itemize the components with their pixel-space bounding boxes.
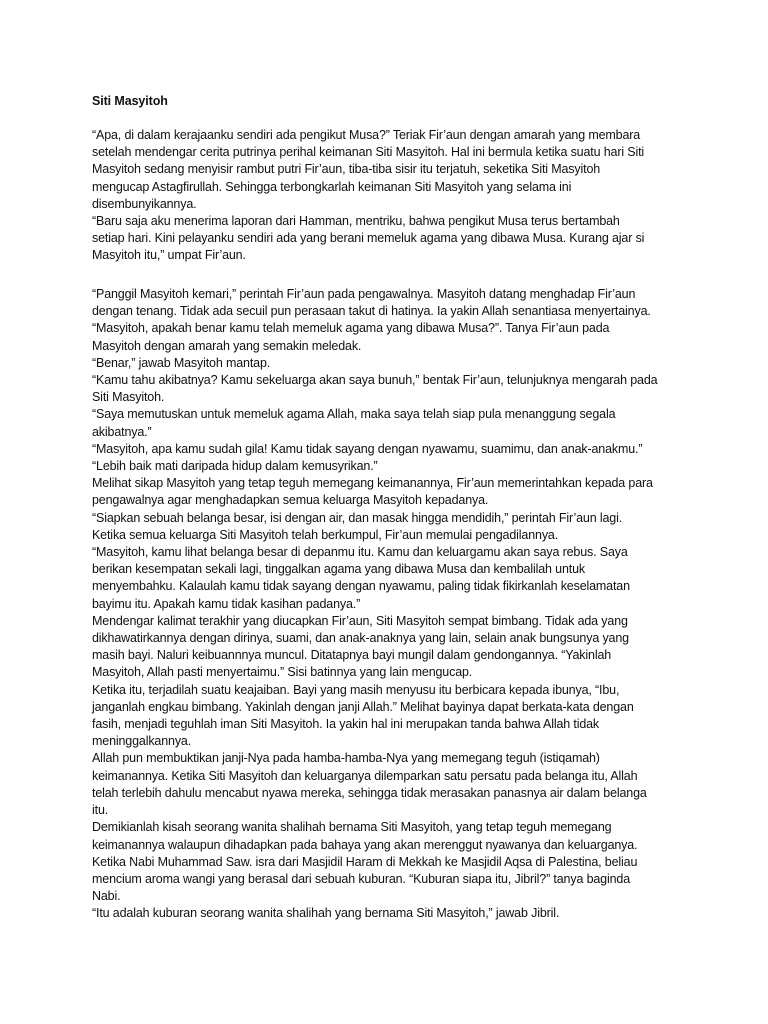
text-line: masih bayi. Naluri keibuannnya muncul. Ditatapnya bayi mungil dalam gendongannya. “Yakinlah [92, 648, 612, 663]
text-line: “Masyitoh, apakah benar kamu telah memeluk agama yang dibawa Musa?”. Tanya Fir’aun pada [92, 321, 610, 336]
text-line: Demikianlah kisah seorang wanita shalihah bernama Siti Masyitoh, yang tetap teguh memegang [92, 820, 612, 835]
text-line: “Apa, di dalam kerajaanku sendiri ada pengikut Musa?” Teriak Fir’aun dengan amarah yang membara [92, 128, 641, 142]
text-line: janganlah engkau bimbang. Yakinlah dengan janji Allah.” Melihat bayinya dapat berkata-kata dengan [92, 699, 634, 714]
text-line: “Panggil Masyitoh kemari,” perintah Fir’aun pada pengawalnya. Masyitoh datang menghadap Fir’aun [92, 287, 636, 301]
text-line: Nabi. [92, 889, 121, 904]
text-line: keimanannya. Ketika Siti Masyitoh dan keluarganya dilemparkan satu persatu pada belanga itu, Allah [92, 768, 638, 783]
paragraph-block-2 [92, 286, 692, 923]
text-line: berikan kesempatan sekali lagi, tinggalkan agama yang dibawa Musa dan kembalilah untuk [92, 562, 585, 577]
text-line: disembunyikannya. [92, 196, 197, 211]
text-line: Masyitoh dengan amarah yang semakin meledak. [92, 338, 362, 353]
text-line: “Itu adalah kuburan seorang wanita shalihah yang bernama Siti Masyitoh,” jawab Jibril. [92, 906, 560, 921]
paragraph-block-1 [92, 127, 692, 265]
text-line: “Baru saja aku menerima laporan dari Hamman, mentriku, bahwa pengikut Musa terus bertambah [92, 214, 620, 229]
document-title: Siti Masyitoh [92, 94, 168, 108]
text-line: “Kamu tahu akibatnya? Kamu sekeluarga akan saya bunuh,” bentak Fir’aun, telunjuknya mengarah pada [92, 373, 658, 388]
text-line: menyembahku. Kalaulah kamu tidak sayang dengan nyawamu, paling tidak fikirkanlah keselamatan [92, 579, 630, 594]
text-line: dikhawatirkannya dengan dirinya, suami, dan anak-anaknya yang lain, selain anak bungsunya yang [92, 631, 629, 646]
text-line: mencium aroma wangi yang berasal dari sebuah kuburan. “Kuburan siapa itu, Jibril?” tanya baginda [92, 871, 631, 886]
text-line: keimanannya walaupun dihadapkan pada bahaya yang akan merenggut nyawanya dan keluarganya. [92, 837, 638, 852]
text-line: setiap hari. Kini pelayanku sendiri ada yang berani memeluk agama yang dibawa Musa. Kurang ajar si [92, 231, 645, 246]
text-line: Ketika semua keluarga Siti Masyitoh telah berkumpul, Fir’aun memulai pengadilannya. [92, 527, 559, 542]
text-line: fasih, menjadi teguhlah iman Siti Masyitoh. Ia yakin hal ini merupakan tanda bahwa Allah tidak [92, 717, 600, 732]
text-line: itu. [92, 803, 109, 818]
text-line: Masyitoh, Allah pasti menyertaimu.” Sisi batinnya yang lain mengucap. [92, 665, 473, 680]
text-line: telah terlebih dahulu mencabut nyawa mereka, sehingga tidak merasakan panasnya air dalam belanga [92, 785, 647, 800]
text-line: “Lebih baik mati daripada hidup dalam kemusyrikan.” [92, 459, 378, 474]
text-line: Melihat sikap Masyitoh yang tetap teguh memegang keimanannya, Fir’aun memerintahkan kepada para [92, 476, 653, 491]
text-line: akibatnya.” [92, 424, 152, 439]
text-line: mengucap Astagfirullah. Sehingga terbongkarlah keimanan Siti Masyitoh yang selama ini [92, 179, 572, 194]
text-line: bayimu itu. Apakah kamu tidak kasihan padanya.” [92, 596, 361, 611]
text-line: “Siapkan sebuah belanga besar, isi dengan air, dan masak hingga mendidih,” perintah Fir’aun lagi. [92, 510, 623, 525]
text-line: Ketika itu, terjadilah suatu keajaiban. Bayi yang masih menyusu itu berbicara kepada ibunya, “Ibu, [92, 682, 620, 697]
text-line: Masyitoh sedang menyisir rambut putri Fir’aun, tiba-tiba sisir itu terjatuh, seketika Siti Masyitoh [92, 162, 601, 177]
text-line: Ketika Nabi Muhammad Saw. isra dari Masjidil Haram di Mekkah ke Masjidil Aqsa di Palestina, beliau [92, 854, 638, 869]
text-line: Siti Masyitoh. [92, 390, 165, 405]
text-line: Mendengar kalimat terakhir yang diucapkan Fir’aun, Siti Masyitoh sempat bimbang. Tidak ada yang [92, 613, 628, 628]
text-line: Allah pun membuktikan janji-Nya pada hamba-hamba-Nya yang memegang teguh (istiqamah) [92, 751, 600, 766]
text-line: dengan tenang. Tidak ada secuil pun perasaan takut di hatinya. Ia yakin Allah senantiasa menyertainya. [92, 304, 651, 319]
text-line: meninggalkannya. [92, 734, 192, 749]
text-line: setelah mendengar cerita putrinya perihal keimanan Siti Masyitoh. Hal ini bermula ketika suatu hari Siti [92, 145, 645, 160]
text-line: “Masyitoh, kamu lihat belanga besar di depanmu itu. Kamu dan keluargamu akan saya rebus. Saya [92, 545, 628, 560]
text-line: Masyitoh itu,” umpat Fir’aun. [92, 248, 246, 263]
text-line: pengawalnya agar menghadapkan semua keluarga Masyitoh kepadanya. [92, 493, 489, 508]
text-line: “Masyitoh, apa kamu sudah gila! Kamu tidak sayang dengan nyawamu, suamimu, dan anak-anakmu.” [92, 441, 643, 456]
text-line: “Benar,” jawab Masyitoh mantap. [92, 355, 271, 370]
text-line: “Saya memutuskan untuk memeluk agama Allah, maka saya telah siap pula menanggung segala [92, 407, 616, 422]
